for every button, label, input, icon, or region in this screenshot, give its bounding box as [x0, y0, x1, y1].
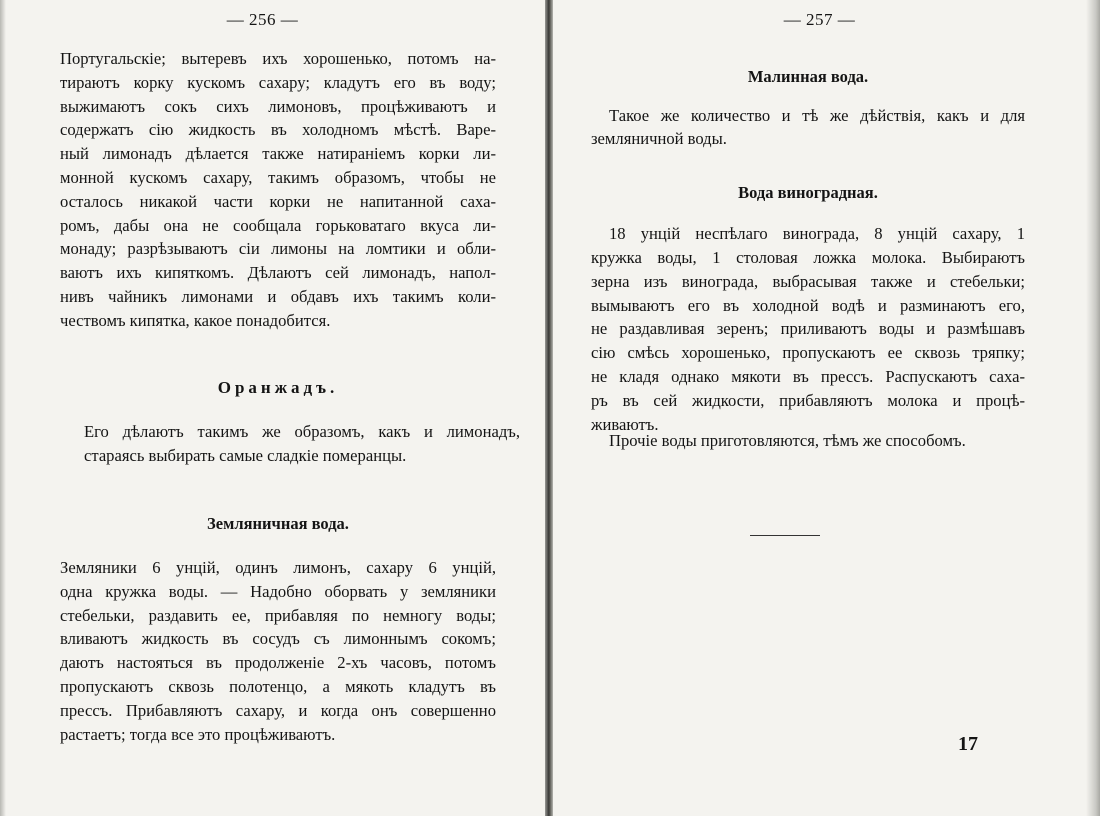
text-line: сію смѣсь хорошенько, пропускаютъ ее сквозь тряпку; [591, 343, 1025, 363]
text-line: осталось никакой части корки не напитанной саха- [60, 191, 496, 211]
page-number-right: — 257 — [783, 10, 856, 29]
lemonade-paragraph [60, 47, 496, 333]
text-line: пропускаютъ сквозь полотенцо, а мякоть кладутъ въ [60, 676, 496, 696]
text-line: Его дѣлаютъ такимъ же образомъ, какъ и лимонадъ, [84, 422, 520, 441]
strawberry-paragraph [60, 556, 496, 746]
text-line: живаютъ. [591, 414, 659, 434]
orangeade-paragraph [84, 420, 520, 468]
section-divider [750, 535, 820, 536]
text-line: одна кружка воды. — Надобно оборвать у земляники [60, 581, 496, 601]
raspberry-paragraph [609, 104, 1025, 128]
page-edge-shadow [0, 0, 6, 816]
page-number-left: — 256 — [226, 10, 299, 29]
heading-orangeade: Оранжадъ. [217, 378, 339, 397]
heading-strawberry-water: Земляничная вода. [207, 514, 349, 533]
text-line: кружка воды, 1 столовая ложка молока. Выбираютъ [591, 248, 1025, 267]
raspberry-paragraph-cont [591, 127, 1025, 151]
text-line: зерна изъ винограда, выбрасывая также и стебельки; [591, 271, 1025, 291]
text-line: 18 унцій неспѣлаго винограда, 8 унцій сахару, 1 [609, 224, 1025, 243]
text-line: Прочіе воды приготовляются, тѣмъ же способомъ. [609, 431, 966, 450]
grape-paragraph-first [609, 222, 1025, 246]
text-line: прессъ. Прибавляютъ сахару, и когда онъ совершенно [60, 700, 496, 720]
grape-paragraph [591, 246, 1025, 436]
heading-raspberry-water: Малинная вода. [747, 67, 869, 86]
text-line: стебельки, раздавить ее, прибавляя по немногу воды; [60, 605, 496, 625]
text-line: вымываютъ его въ холодной водѣ и разминаютъ его, [591, 295, 1025, 315]
signature-mark: 17 [958, 733, 978, 755]
text-line: не кладя однако мякоти въ прессъ. Распускаютъ саха- [591, 366, 1025, 386]
text-line: монаду; разрѣзываютъ сіи лимоны на ломтики и обли- [60, 239, 496, 259]
text-line: стараясь выбирать самые сладкіе померанцы. [84, 445, 407, 465]
text-line: вливаютъ жидкость въ сосудъ съ лимоннымъ сокомъ; [60, 629, 496, 649]
text-line: содержатъ сію жидкость въ холодномъ мѣстѣ. Варе- [60, 120, 496, 140]
text-line: ръ въ сей жидкости, прибавляютъ молока и процѣ- [591, 390, 1025, 410]
text-line: Земляники 6 унцій, одинъ лимонъ, сахару 6 унцій, [60, 558, 496, 577]
text-line: чествомъ кипятка, какое понадобится. [60, 310, 331, 330]
closing-paragraph [609, 429, 1025, 453]
text-line: нивъ чайникъ лимонами и обдавъ ихъ такимъ коли- [60, 286, 496, 306]
text-line: земляничной воды. [591, 129, 727, 148]
text-line: ромъ, дабы она не сообщала горьковатаго вкуса ли- [60, 215, 496, 235]
book-gutter [545, 0, 553, 816]
text-line: ваютъ ихъ кипяткомъ. Дѣлаютъ сей лимонадъ, напол- [60, 263, 496, 283]
heading-grape-water: Вода виноградная. [738, 183, 878, 202]
text-line: Португальскіе; вытеревъ ихъ хорошенько, потомъ на- [60, 49, 496, 68]
page-edge-shadow [1086, 0, 1100, 816]
text-line: тираютъ корку кускомъ сахару; кладутъ его въ воду; [60, 72, 496, 92]
right-page [553, 0, 1100, 816]
text-line: ный лимонадъ дѣлается также натираніемъ корки ли- [60, 144, 496, 164]
text-line: монной кускомъ сахару, такимъ образомъ, чтобы не [60, 167, 496, 187]
left-page [0, 0, 545, 816]
text-line: выжимаютъ сокъ сихъ лимоновъ, процѣживаютъ и [60, 96, 496, 116]
text-line: растаетъ; тогда все это процѣживаютъ. [60, 724, 336, 744]
text-line: не раздавливая зеренъ; приливаютъ воды и размѣшавъ [591, 319, 1025, 339]
text-line: Такое же количество и тѣ же дѣйствія, какъ и для [609, 106, 1025, 125]
text-line: даютъ настояться въ продолженіе 2-хъ часовъ, потомъ [60, 653, 496, 673]
